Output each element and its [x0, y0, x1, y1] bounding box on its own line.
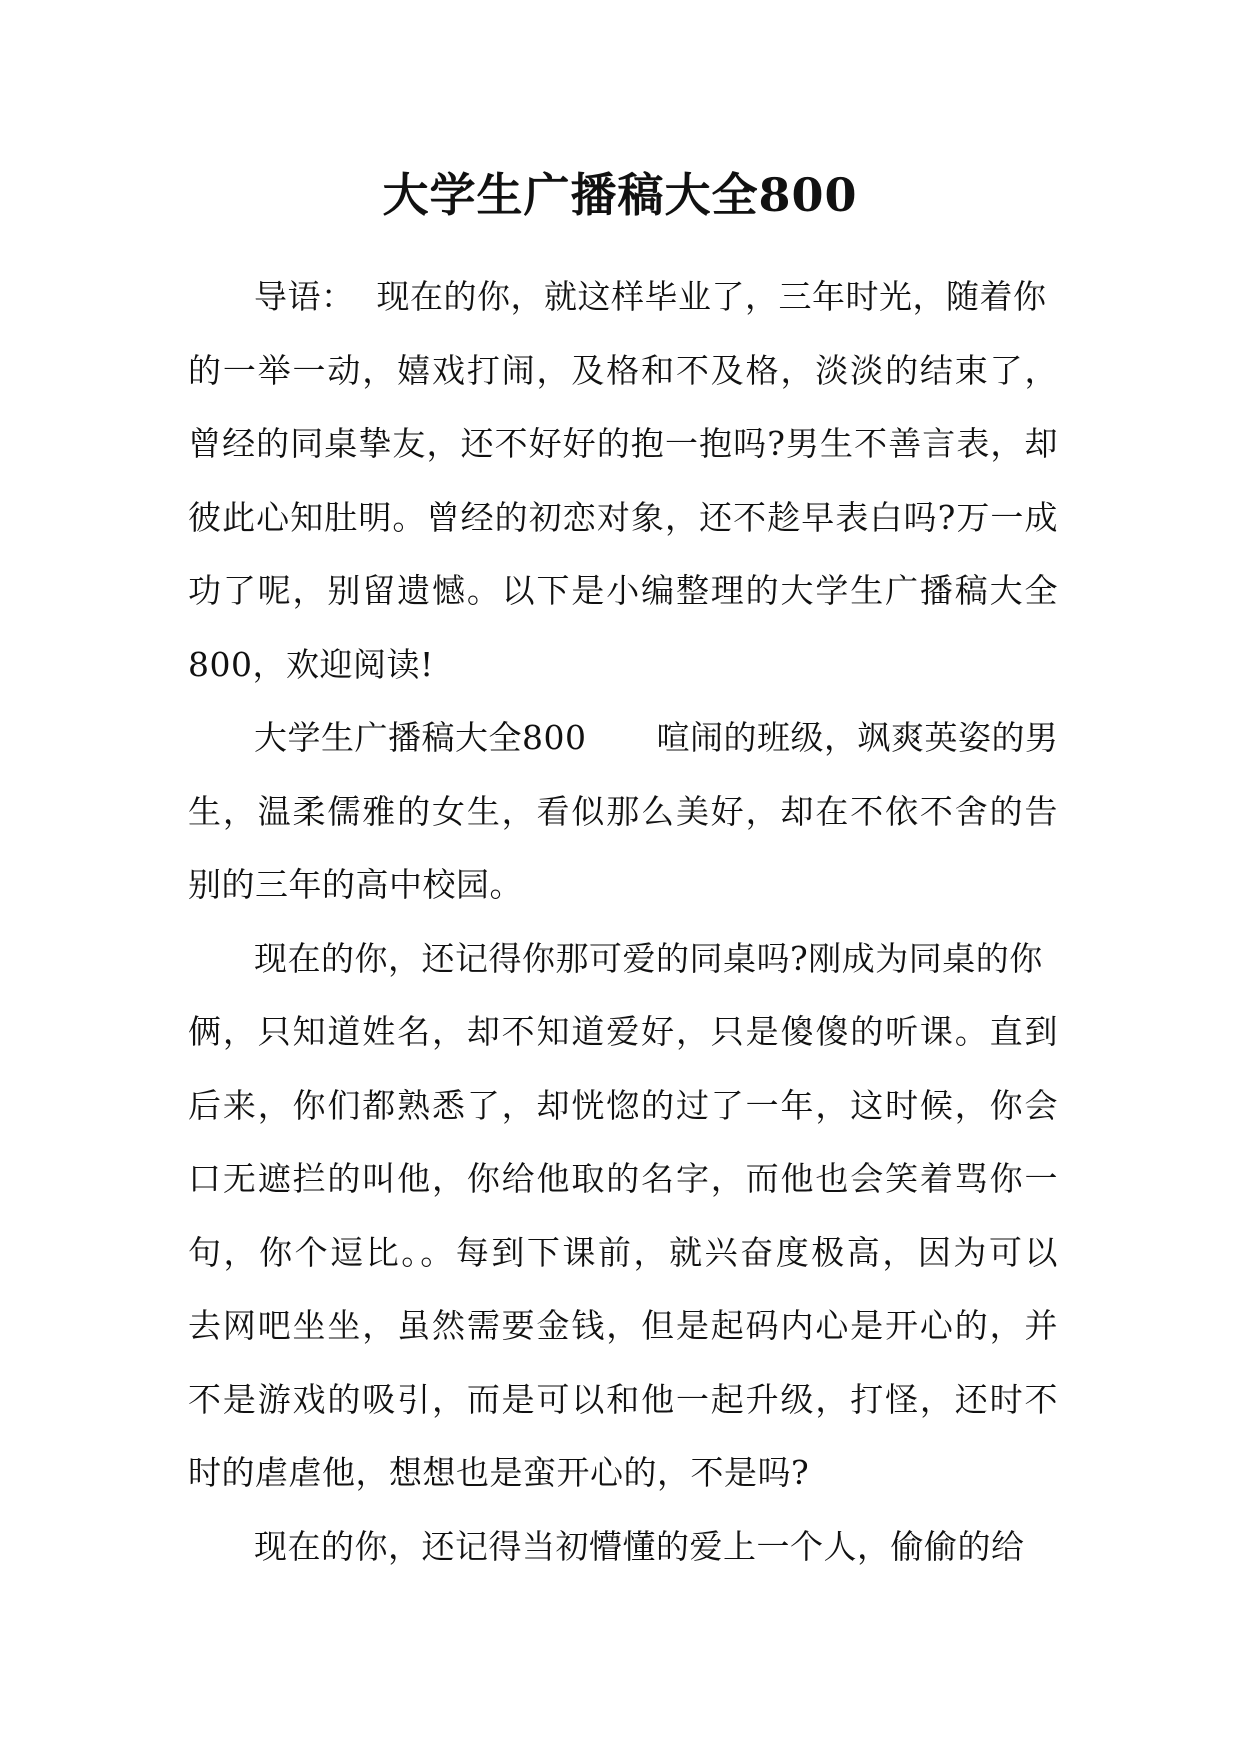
section-heading: 大学生广播稿大全800	[254, 718, 587, 757]
intro-line-6: 800，欢迎阅读!	[188, 644, 434, 684]
intro-label: 导语：	[254, 277, 355, 316]
intro-line-2: 的一举一动，嬉戏打闹，及格和不及格，淡淡的结束了，	[188, 350, 1058, 390]
paragraph2-line-7: 不是游戏的吸引，而是可以和他一起升级，打怪，还时不	[188, 1379, 1058, 1419]
intro-text-1: 现在的你，就这样毕业了，三年时光，随着你	[376, 277, 1047, 316]
section-line-3: 别的三年的高中校园。	[188, 865, 523, 904]
paragraph2-line-1: 现在的你，还记得你那可爱的同桌吗?刚成为同桌的你	[254, 938, 1043, 978]
intro-line-3: 曾经的同桌挚友，还不好好的抱一抱吗?男生不善言表，却	[188, 424, 1058, 463]
section-text-1: 喧闹的班级，飒爽英姿的男	[656, 718, 1059, 757]
intro-line-5: 功了呢，别留遗憾。以下是小编整理的大学生广播稿大全	[188, 571, 1058, 610]
paragraph3-line-1: 现在的你，还记得当初懵懂的爱上一个人，偷偷的给	[254, 1526, 1025, 1566]
intro-line-1	[188, 260, 1058, 334]
document-title: 大学生广播稿大全800	[382, 168, 858, 222]
section-line-1	[188, 701, 1058, 775]
paragraph2-line-4: 口无遮拦的叫他，你给他取的名字，而他也会笑着骂你一	[188, 1159, 1058, 1198]
paragraph2-line-5: 句，你个逗比。。每到下课前，就兴奋度极高，因为可以	[188, 1232, 1058, 1272]
paragraph2-line-8: 时的虐虐他，想想也是蛮开心的，不是吗?	[188, 1453, 810, 1492]
intro-line-4: 彼此心知肚明。曾经的初恋对象，还不趁早表白吗?万一成	[188, 497, 1058, 537]
paragraph2-line-3: 后来，你们都熟悉了，却恍惚的过了一年，这时候，你会	[188, 1085, 1058, 1125]
paragraph2-line-6: 去网吧坐坐，虽然需要金钱，但是起码内心是开心的，并	[188, 1306, 1058, 1345]
section-line-2: 生，温柔儒雅的女生，看似那么美好，却在不依不舍的告	[188, 791, 1058, 831]
document-body	[188, 260, 1058, 1583]
paragraph2-line-2: 俩，只知道姓名，却不知道爱好，只是傻傻的听课。直到	[188, 1012, 1058, 1051]
